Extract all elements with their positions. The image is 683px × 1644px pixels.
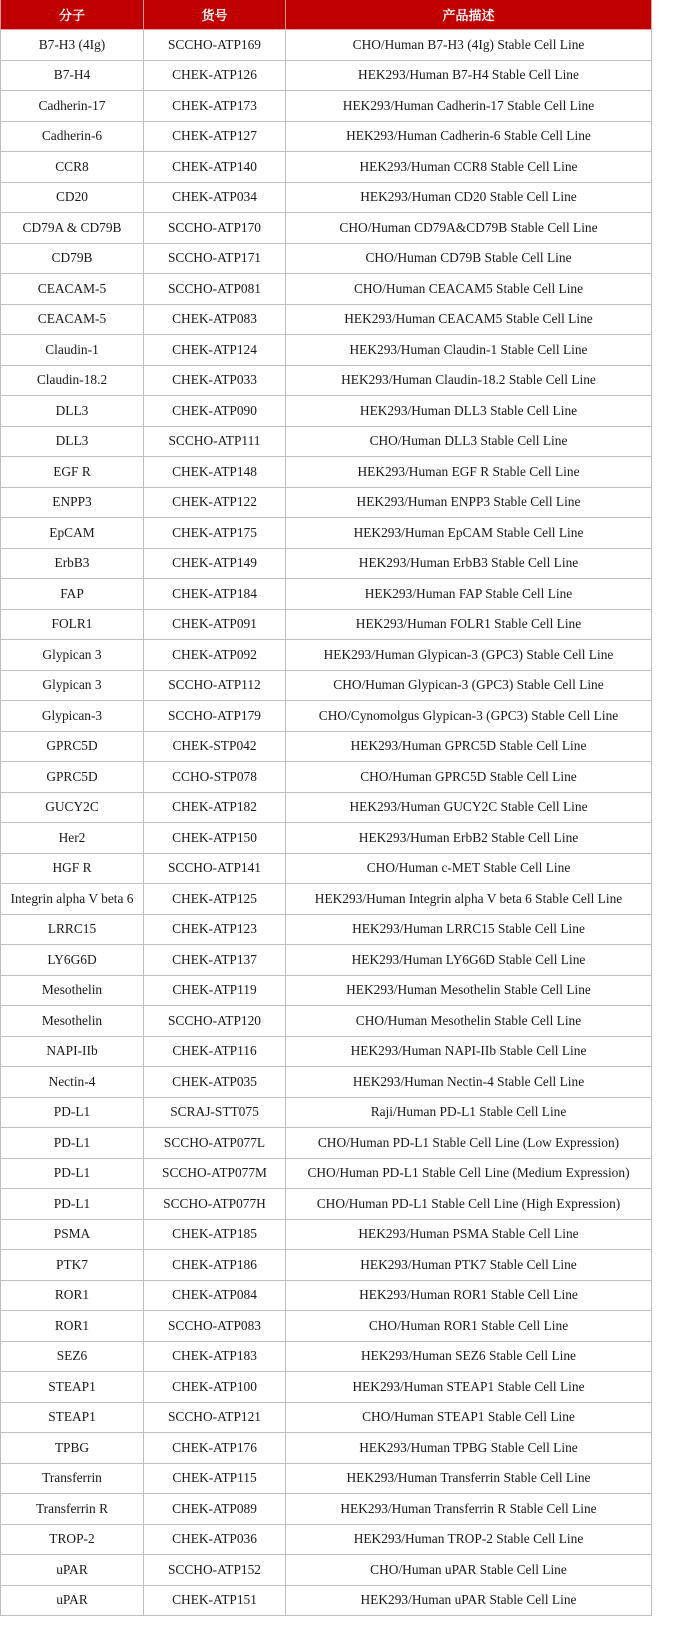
cell-molecule: PD-L1	[1, 1097, 144, 1128]
cell-catalog-number: CHEK-ATP124	[144, 335, 286, 366]
cell-catalog-number: SCCHO-ATP171	[144, 243, 286, 274]
table-row	[1, 30, 652, 61]
cell-molecule: Transferrin R	[1, 1494, 144, 1525]
cell-product-description: HEK293/Human Mesothelin Stable Cell Line	[286, 975, 652, 1006]
cell-molecule: Transferrin	[1, 1463, 144, 1494]
cell-molecule: Glypican 3	[1, 640, 144, 671]
cell-catalog-number: SCCHO-ATP081	[144, 274, 286, 305]
cell-molecule: HGF R	[1, 853, 144, 884]
cell-product-description: CHO/Human DLL3 Stable Cell Line	[286, 426, 652, 457]
cell-catalog-number: SCCHO-ATP083	[144, 1311, 286, 1342]
cell-product-description: CHO/Human PD-L1 Stable Cell Line (High Expression)	[286, 1189, 652, 1220]
table-row	[1, 426, 652, 457]
table-row	[1, 823, 652, 854]
cell-product-description: HEK293/Human CCR8 Stable Cell Line	[286, 152, 652, 183]
table-row	[1, 945, 652, 976]
table-row	[1, 975, 652, 1006]
cell-catalog-number: CHEK-ATP184	[144, 579, 286, 610]
table-row	[1, 914, 652, 945]
cell-product-description: CHO/Human Glypican-3 (GPC3) Stable Cell Line	[286, 670, 652, 701]
cell-product-description: HEK293/Human CD20 Stable Cell Line	[286, 182, 652, 213]
cell-catalog-number: SCCHO-ATP112	[144, 670, 286, 701]
cell-molecule: EpCAM	[1, 518, 144, 549]
cell-catalog-number: CHEK-ATP186	[144, 1250, 286, 1281]
cell-catalog-number: SCCHO-ATP077H	[144, 1189, 286, 1220]
cell-molecule: STEAP1	[1, 1402, 144, 1433]
cell-molecule: Claudin-18.2	[1, 365, 144, 396]
cell-product-description: HEK293/Human ROR1 Stable Cell Line	[286, 1280, 652, 1311]
header-product-description: 产品描述	[286, 0, 652, 30]
cell-catalog-number: CHEK-ATP092	[144, 640, 286, 671]
cell-product-description: HEK293/Human TROP-2 Stable Cell Line	[286, 1524, 652, 1555]
cell-catalog-number: SCCHO-ATP179	[144, 701, 286, 732]
cell-molecule: PD-L1	[1, 1158, 144, 1189]
cell-product-description: CHO/Human B7-H3 (4Ig) Stable Cell Line	[286, 30, 652, 61]
cell-catalog-number: SCCHO-ATP120	[144, 1006, 286, 1037]
cell-product-description: HEK293/Human Glypican-3 (GPC3) Stable Cell Line	[286, 640, 652, 671]
cell-molecule: SEZ6	[1, 1341, 144, 1372]
table-row	[1, 1280, 652, 1311]
cell-product-description: CHO/Human ROR1 Stable Cell Line	[286, 1311, 652, 1342]
cell-catalog-number: SCCHO-ATP141	[144, 853, 286, 884]
cell-catalog-number: CHEK-ATP035	[144, 1067, 286, 1098]
cell-product-description: HEK293/Human DLL3 Stable Cell Line	[286, 396, 652, 427]
table-row	[1, 1097, 652, 1128]
header-catalog-number: 货号	[144, 0, 286, 30]
cell-product-description: HEK293/Human SEZ6 Stable Cell Line	[286, 1341, 652, 1372]
table-row	[1, 853, 652, 884]
cell-product-description: HEK293/Human LRRC15 Stable Cell Line	[286, 914, 652, 945]
table-row	[1, 640, 652, 671]
cell-catalog-number: CHEK-ATP122	[144, 487, 286, 518]
cell-product-description: CHO/Human Mesothelin Stable Cell Line	[286, 1006, 652, 1037]
cell-molecule: Integrin alpha V beta 6	[1, 884, 144, 915]
cell-product-description: HEK293/Human Integrin alpha V beta 6 Stable Cell Line	[286, 884, 652, 915]
cell-molecule: Her2	[1, 823, 144, 854]
cell-catalog-number: CHEK-ATP090	[144, 396, 286, 427]
cell-molecule: CD79A & CD79B	[1, 213, 144, 244]
cell-product-description: HEK293/Human GPRC5D Stable Cell Line	[286, 731, 652, 762]
cell-product-description: CHO/Human STEAP1 Stable Cell Line	[286, 1402, 652, 1433]
table-row	[1, 396, 652, 427]
cell-product-description: HEK293/Human ENPP3 Stable Cell Line	[286, 487, 652, 518]
table-row	[1, 1158, 652, 1189]
cell-molecule: Claudin-1	[1, 335, 144, 366]
cell-catalog-number: CHEK-ATP176	[144, 1433, 286, 1464]
cell-catalog-number: SCCHO-ATP169	[144, 30, 286, 61]
cell-product-description: HEK293/Human uPAR Stable Cell Line	[286, 1585, 652, 1616]
table-row	[1, 213, 652, 244]
cell-product-description: HEK293/Human Cadherin-17 Stable Cell Line	[286, 91, 652, 122]
cell-molecule: GPRC5D	[1, 762, 144, 793]
cell-product-description: HEK293/Human Claudin-1 Stable Cell Line	[286, 335, 652, 366]
table-row	[1, 1524, 652, 1555]
cell-molecule: FOLR1	[1, 609, 144, 640]
cell-molecule: Mesothelin	[1, 975, 144, 1006]
cell-product-description: HEK293/Human PSMA Stable Cell Line	[286, 1219, 652, 1250]
table-row	[1, 609, 652, 640]
table-row	[1, 1585, 652, 1616]
table-row	[1, 1036, 652, 1067]
cell-molecule: Glypican-3	[1, 701, 144, 732]
cell-catalog-number: CHEK-ATP149	[144, 548, 286, 579]
table-row	[1, 1250, 652, 1281]
table-row	[1, 1341, 652, 1372]
table-row	[1, 457, 652, 488]
cell-catalog-number: CHEK-ATP100	[144, 1372, 286, 1403]
cell-product-description: CHO/Human CD79B Stable Cell Line	[286, 243, 652, 274]
table-row	[1, 304, 652, 335]
cell-catalog-number: CHEK-ATP116	[144, 1036, 286, 1067]
cell-molecule: GPRC5D	[1, 731, 144, 762]
cell-product-description: HEK293/Human STEAP1 Stable Cell Line	[286, 1372, 652, 1403]
cell-molecule: NAPI-IIb	[1, 1036, 144, 1067]
cell-catalog-number: SCCHO-ATP170	[144, 213, 286, 244]
cell-product-description: HEK293/Human FAP Stable Cell Line	[286, 579, 652, 610]
cell-product-description: HEK293/Human B7-H4 Stable Cell Line	[286, 60, 652, 91]
table-row	[1, 518, 652, 549]
cell-product-description: CHO/Cynomolgus Glypican-3 (GPC3) Stable Cell Line	[286, 701, 652, 732]
cell-molecule: EGF R	[1, 457, 144, 488]
table-row	[1, 1372, 652, 1403]
cell-product-description: HEK293/Human Claudin-18.2 Stable Cell Line	[286, 365, 652, 396]
table-row	[1, 670, 652, 701]
cell-molecule: CD20	[1, 182, 144, 213]
cell-molecule: TPBG	[1, 1433, 144, 1464]
cell-product-description: HEK293/Human NAPI-IIb Stable Cell Line	[286, 1036, 652, 1067]
cell-molecule: DLL3	[1, 396, 144, 427]
cell-catalog-number: CHEK-ATP137	[144, 945, 286, 976]
table-row	[1, 487, 652, 518]
table-row	[1, 1555, 652, 1586]
cell-catalog-number: CHEK-ATP033	[144, 365, 286, 396]
cell-molecule: ROR1	[1, 1280, 144, 1311]
cell-molecule: FAP	[1, 579, 144, 610]
cell-catalog-number: CHEK-ATP034	[144, 182, 286, 213]
table-row	[1, 243, 652, 274]
cell-product-description: HEK293/Human FOLR1 Stable Cell Line	[286, 609, 652, 640]
cell-product-description: HEK293/Human CEACAM5 Stable Cell Line	[286, 304, 652, 335]
cell-product-description: CHO/Human CD79A&CD79B Stable Cell Line	[286, 213, 652, 244]
table-header	[1, 0, 652, 30]
cell-catalog-number: CHEK-ATP173	[144, 91, 286, 122]
table-row	[1, 91, 652, 122]
table-row	[1, 701, 652, 732]
cell-product-description: HEK293/Human Transferrin Stable Cell Line	[286, 1463, 652, 1494]
cell-molecule: ErbB3	[1, 548, 144, 579]
cell-molecule: CD79B	[1, 243, 144, 274]
cell-product-description: HEK293/Human Nectin-4 Stable Cell Line	[286, 1067, 652, 1098]
cell-catalog-number: CHEK-ATP185	[144, 1219, 286, 1250]
table-row	[1, 884, 652, 915]
cell-molecule: CEACAM-5	[1, 304, 144, 335]
cell-molecule: B7-H3 (4Ig)	[1, 30, 144, 61]
cell-molecule: STEAP1	[1, 1372, 144, 1403]
cell-product-description: CHO/Human PD-L1 Stable Cell Line (Medium Expression)	[286, 1158, 652, 1189]
cell-molecule: PTK7	[1, 1250, 144, 1281]
table-row	[1, 121, 652, 152]
cell-molecule: CCR8	[1, 152, 144, 183]
cell-catalog-number: CHEK-ATP148	[144, 457, 286, 488]
cell-catalog-number: SCCHO-ATP077L	[144, 1128, 286, 1159]
table-row	[1, 762, 652, 793]
cell-catalog-number: CHEK-ATP127	[144, 121, 286, 152]
cell-product-description: HEK293/Human PTK7 Stable Cell Line	[286, 1250, 652, 1281]
cell-catalog-number: CHEK-ATP083	[144, 304, 286, 335]
cell-product-description: HEK293/Human EGF R Stable Cell Line	[286, 457, 652, 488]
cell-catalog-number: CHEK-ATP175	[144, 518, 286, 549]
table-row	[1, 1402, 652, 1433]
cell-product-description: HEK293/Human EpCAM Stable Cell Line	[286, 518, 652, 549]
table-row	[1, 792, 652, 823]
table-row	[1, 365, 652, 396]
cell-product-description: CHO/Human CEACAM5 Stable Cell Line	[286, 274, 652, 305]
cell-catalog-number: SCCHO-ATP121	[144, 1402, 286, 1433]
cell-catalog-number: CHEK-ATP183	[144, 1341, 286, 1372]
cell-molecule: DLL3	[1, 426, 144, 457]
cell-catalog-number: SCCHO-ATP077M	[144, 1158, 286, 1189]
cell-product-description: HEK293/Human TPBG Stable Cell Line	[286, 1433, 652, 1464]
table-row	[1, 1219, 652, 1250]
header-row	[1, 0, 652, 30]
cell-molecule: Glypican 3	[1, 670, 144, 701]
cell-molecule: Nectin-4	[1, 1067, 144, 1098]
cell-catalog-number: CHEK-ATP151	[144, 1585, 286, 1616]
cell-product-description: CHO/Human PD-L1 Stable Cell Line (Low Expression)	[286, 1128, 652, 1159]
table-row	[1, 274, 652, 305]
cell-product-description: HEK293/Human LY6G6D Stable Cell Line	[286, 945, 652, 976]
table-row	[1, 731, 652, 762]
cell-molecule: uPAR	[1, 1585, 144, 1616]
cell-molecule: B7-H4	[1, 60, 144, 91]
cell-molecule: ENPP3	[1, 487, 144, 518]
cell-molecule: uPAR	[1, 1555, 144, 1586]
table-row	[1, 1128, 652, 1159]
cell-molecule: PD-L1	[1, 1128, 144, 1159]
cell-product-description: HEK293/Human Cadherin-6 Stable Cell Line	[286, 121, 652, 152]
table-row	[1, 579, 652, 610]
table-row	[1, 1433, 652, 1464]
table-row	[1, 1067, 652, 1098]
cell-catalog-number: CHEK-ATP119	[144, 975, 286, 1006]
table-row	[1, 152, 652, 183]
cell-catalog-number: CHEK-ATP150	[144, 823, 286, 854]
cell-catalog-number: SCCHO-ATP152	[144, 1555, 286, 1586]
cell-molecule: ROR1	[1, 1311, 144, 1342]
cell-catalog-number: CHEK-ATP123	[144, 914, 286, 945]
cell-product-description: HEK293/Human GUCY2C Stable Cell Line	[286, 792, 652, 823]
cell-product-description: CHO/Human uPAR Stable Cell Line	[286, 1555, 652, 1586]
cell-molecule: Cadherin-17	[1, 91, 144, 122]
header-molecule: 分子	[1, 0, 144, 30]
cell-catalog-number: CHEK-STP042	[144, 731, 286, 762]
cell-molecule: LY6G6D	[1, 945, 144, 976]
cell-catalog-number: CHEK-ATP182	[144, 792, 286, 823]
cell-catalog-number: CCHO-STP078	[144, 762, 286, 793]
cell-catalog-number: CHEK-ATP089	[144, 1494, 286, 1525]
cell-molecule: LRRC15	[1, 914, 144, 945]
cell-catalog-number: CHEK-ATP140	[144, 152, 286, 183]
cell-catalog-number: CHEK-ATP084	[144, 1280, 286, 1311]
cell-molecule: GUCY2C	[1, 792, 144, 823]
table-row	[1, 1311, 652, 1342]
table-row	[1, 335, 652, 366]
cell-molecule: Cadherin-6	[1, 121, 144, 152]
table-row	[1, 60, 652, 91]
table-row	[1, 1189, 652, 1220]
cell-molecule: TROP-2	[1, 1524, 144, 1555]
cell-product-description: HEK293/Human Transferrin R Stable Cell Line	[286, 1494, 652, 1525]
table-row	[1, 1494, 652, 1525]
cell-catalog-number: CHEK-ATP125	[144, 884, 286, 915]
cell-catalog-number: CHEK-ATP036	[144, 1524, 286, 1555]
cell-product-description: HEK293/Human ErbB3 Stable Cell Line	[286, 548, 652, 579]
cell-product-description: CHO/Human c-MET Stable Cell Line	[286, 853, 652, 884]
cell-molecule: PSMA	[1, 1219, 144, 1250]
cell-catalog-number: CHEK-ATP091	[144, 609, 286, 640]
cell-molecule: CEACAM-5	[1, 274, 144, 305]
table-row	[1, 1006, 652, 1037]
cell-product-description: HEK293/Human ErbB2 Stable Cell Line	[286, 823, 652, 854]
table-row	[1, 1463, 652, 1494]
cell-molecule: Mesothelin	[1, 1006, 144, 1037]
cell-product-description: CHO/Human GPRC5D Stable Cell Line	[286, 762, 652, 793]
cell-catalog-number: CHEK-ATP126	[144, 60, 286, 91]
cell-molecule: PD-L1	[1, 1189, 144, 1220]
table-body	[1, 30, 652, 1616]
table-row	[1, 548, 652, 579]
cell-product-description: Raji/Human PD-L1 Stable Cell Line	[286, 1097, 652, 1128]
cell-catalog-number: SCRAJ-STT075	[144, 1097, 286, 1128]
table-row	[1, 182, 652, 213]
cell-catalog-number: CHEK-ATP115	[144, 1463, 286, 1494]
cell-catalog-number: SCCHO-ATP111	[144, 426, 286, 457]
